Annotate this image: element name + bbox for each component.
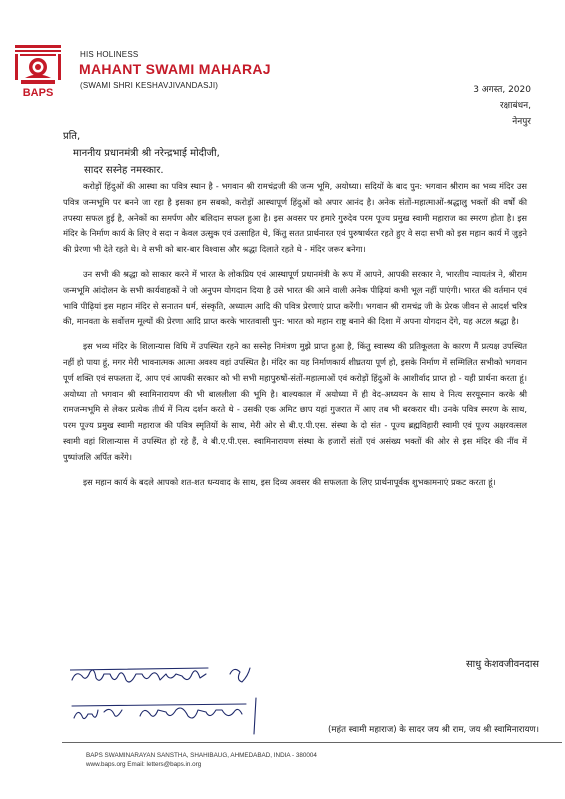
- baps-logo: [11, 44, 65, 100]
- letter-body: [63, 179, 527, 499]
- greeting: [63, 128, 220, 179]
- paragraph: करोड़ों हिंदुओं की आस्था का पवित्र स्थान है - भगवान श्री रामचंद्रजी की जन्म भूमि, अयोध्या। सदियों के बाद पुन: भगवान श्रीराम का भव्य मंदिर उस पवित्र जन्मभूमि पर बनने जा रहा है इसका हम सबको, करोड़ों आस्थापूर्ण हिंदुओं को अपार आनंद है। अनेक संतों-महात्माओं-श्रद्धालु भक्तों की वर्षों की तपस्या सफल हुई है, अनेकों का समर्पण और बलिदान सफल हुआ है। इस अवसर पर हमारे गुरुदेव परम पूज्य प्रमुख स्वामी महाराज का स्मरण होता है। इस मंदिर के निर्माण कार्य के लिए वे सदा न केवल उत्सुक एवं उत्साहित थे, किंतु सतत प्रार्थनारत एवं पुरुषार्थरत रहते हुए वे सदा सभी को इस महान कार्य में जुड़ने की प्रेरणा भी देते रहते थे। वे सभी को बार-बार विश्वास और श्रद्धा दिलाते रहते थे - मंदिर जरूर बनेगा।: [63, 181, 528, 255]
- salutation: सादर सस्नेह नमस्कार.: [84, 165, 164, 176]
- footer: [86, 751, 317, 769]
- signoff-name: साधु केशवजीवनदास: [466, 659, 539, 670]
- footer-contact: www.baps.org Email: letters@baps.in.org: [86, 761, 202, 768]
- honorific: HIS HOLINESS: [80, 50, 139, 59]
- paragraph: इस भव्य मंदिर के शिलान्यास विधि में उपस्थित रहने का सस्नेह निमंत्रण मुझे प्राप्त हुआ है, किंतु स्वास्थ्य की प्रतिकूलता के कारण मैं प्रत्यक्ष उपस्थित नहीं हो पाया हूं, मगर मेरी भावनात्मक आत्मा अवश्य वहां उपस्थित है। मंदिर का यह निर्माणकार्य शीघ्रतया पूर्ण हो, इसके निर्माण में सम्मिलित सभीको भगवान पूर्ण शक्ति एवं सफलता दें, आप एवं आपकी सरकार को भी सभी महापुरुषों-संतों-महात्माओं एवं करोड़ों हिंदुओं के आशीर्वाद प्राप्त हो - यही प्रार्थना करता हूं। अयोध्या तो भगवान श्री स्वामिनारायण की भी बाललीला की भूमि है। बाल्यकाल में अयोध्या में ही वेद-अध्ययन के साथ वे नित्य सरयूस्नान करके श्री रामजन्मभूमि से लेकर प्रत्येक तीर्थ में नित्य दर्शन करते थे - उसकी एक अमिट छाप यहां गुजरात में आए तब भी बरकरार थी। उनके पवित्र स्मरण के साथ, परम पूज्य प्रमुख स्वामी महाराज की पवित्र स्मृतियों के साथ, मेरी ओर से बी.ए.पी.एस. संस्था के दो संत - पूज्य ब्रह्मविहारी स्वामी एवं पूज्य अक्षरवत्सल स्वामी वहां शिलान्यास में उपस्थित हो रहे हैं, वे बी.ए.पी.एस. स्वामिनारायण संस्था के हजारों संतों एवं असंख्य भक्तों की ओर से इस मंदिर की नींव में पुष्पांजलि अर्पित करेंगे।: [63, 341, 527, 462]
- date-block: [473, 82, 531, 130]
- signature-note: (महंत स्वामी महाराज) के सादर जय श्री राम, जय श्री स्वामिनारायण।: [328, 725, 539, 735]
- handwritten-signature: [70, 662, 270, 740]
- letter-occasion: रक्षाबंधन,: [500, 101, 531, 111]
- lotus-icon: [25, 58, 51, 78]
- letterhead-subname: (SWAMI SHRI KESHAVJIVANDASJI): [80, 81, 219, 90]
- addressee: माननीय प्रधानमंत्री श्री नरेन्द्रभाई मोदीजी,: [73, 148, 220, 159]
- paragraph: उन सभी की श्रद्धा को साकार करने में भारत के लोकप्रिय एवं आस्थापूर्ण प्रधानमंत्री के रूप में आपने, आपकी सरकार ने, भारतीय न्यायतंत्र ने, श्रीराम जन्मभूमि आंदोलन के सभी कार्यवाहकों ने जो अनुपम योगदान दिया है उसे भारत की आने वाली अनेक पीढ़ियां कभी भूल नहीं पाएंगी। भारत की वर्तमान एवं भावि पीढ़ियां इस महान मंदिर से सनातन धर्म, संस्कृति, अध्यात्म आदि की पवित्र प्रेरणाएं प्राप्त करेंगी। भगवान श्री रामचंद्र जी के प्रेरक जीवन से आदर्श चरित्र की, मानवता के सर्वोत्तम मूल्यों की प्रेरणा आदि प्राप्त करके भारतवासी पुन: भारत को महान राष्ट्र बनाने की दिशा में अपना योगदान देंगे, यह अटल श्रद्धा है।: [63, 268, 527, 327]
- letter-place: नेनपुर: [512, 117, 531, 127]
- letter-date: 3 अगस्त, 2020: [473, 85, 531, 95]
- letterhead-name: MAHANT SWAMI MAHARAJ: [79, 61, 271, 77]
- logo-wordmark: BAPS: [22, 87, 54, 99]
- paragraph: इस महान कार्य के बदले आपको शत-शत धन्यवाद के साथ, इस दिव्य अवसर की सफलता के लिए प्रार्थनापूर्वक शुभकामनाएं प्रकट करता हूं।: [83, 476, 496, 487]
- footer-address: BAPS SWAMINARAYAN SANSTHA, SHAHIBAUG, AHMEDABAD, INDIA - 380004: [86, 752, 317, 759]
- greeting-prati: प्रति,: [63, 131, 81, 142]
- footer-divider: [62, 742, 562, 743]
